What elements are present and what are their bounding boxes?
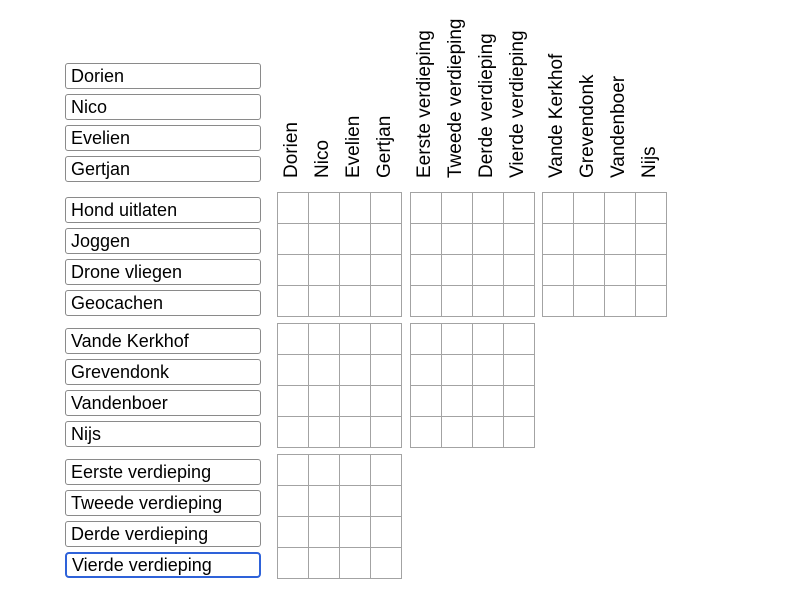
- grid-cell[interactable]: [442, 255, 472, 285]
- column-header: Eerste verdieping: [414, 30, 435, 178]
- grid-cell[interactable]: [473, 324, 503, 354]
- grid-cell[interactable]: [473, 224, 503, 254]
- grid-block-activities-floors: [410, 192, 535, 317]
- column-header: Gertjan: [374, 115, 395, 178]
- grid-cell[interactable]: [504, 224, 534, 254]
- grid-cell[interactable]: [309, 324, 339, 354]
- grid-cell[interactable]: [605, 224, 635, 254]
- grid-cell[interactable]: [411, 255, 441, 285]
- grid-cell[interactable]: [309, 386, 339, 416]
- category-item-input[interactable]: [65, 521, 261, 547]
- grid-cell[interactable]: [504, 355, 534, 385]
- grid-cell[interactable]: [309, 355, 339, 385]
- category-item-input-focused[interactable]: [65, 552, 261, 578]
- grid-cell[interactable]: [605, 286, 635, 316]
- grid-cell[interactable]: [278, 193, 308, 223]
- grid-cell[interactable]: [574, 193, 604, 223]
- category-item-input[interactable]: [65, 63, 261, 89]
- grid-cell[interactable]: [278, 455, 308, 485]
- grid-cell[interactable]: [278, 417, 308, 447]
- grid-cell[interactable]: [504, 255, 534, 285]
- grid-cell[interactable]: [309, 548, 339, 578]
- column-header: Evelien: [343, 115, 364, 178]
- grid-cell[interactable]: [411, 355, 441, 385]
- grid-cell[interactable]: [340, 386, 370, 416]
- grid-cell[interactable]: [340, 224, 370, 254]
- grid-cell[interactable]: [278, 286, 308, 316]
- column-header: Grevendonk: [577, 74, 598, 178]
- grid-cell[interactable]: [371, 355, 401, 385]
- grid-cell[interactable]: [371, 286, 401, 316]
- grid-cell[interactable]: [340, 455, 370, 485]
- grid-cell[interactable]: [278, 324, 308, 354]
- category-item-input[interactable]: [65, 125, 261, 151]
- column-header: Vande Kerkhof: [546, 53, 567, 178]
- grid-cell[interactable]: [442, 224, 472, 254]
- grid-cell[interactable]: [636, 286, 666, 316]
- grid-cell[interactable]: [504, 386, 534, 416]
- grid-cell[interactable]: [340, 517, 370, 547]
- grid-cell[interactable]: [371, 517, 401, 547]
- column-header: Nijs: [639, 146, 660, 178]
- grid-block-floors-names: [277, 454, 402, 579]
- grid-cell[interactable]: [636, 193, 666, 223]
- grid-cell[interactable]: [411, 417, 441, 447]
- grid-cell[interactable]: [442, 193, 472, 223]
- grid-cell[interactable]: [309, 455, 339, 485]
- grid-cell[interactable]: [411, 224, 441, 254]
- grid-cell[interactable]: [340, 255, 370, 285]
- grid-cell[interactable]: [543, 224, 573, 254]
- category-item-input[interactable]: [65, 421, 261, 447]
- grid-cell[interactable]: [636, 224, 666, 254]
- grid-cell[interactable]: [574, 286, 604, 316]
- grid-cell[interactable]: [473, 417, 503, 447]
- grid-cell[interactable]: [473, 255, 503, 285]
- grid-cell[interactable]: [371, 386, 401, 416]
- grid-cell[interactable]: [371, 193, 401, 223]
- grid-cell[interactable]: [340, 355, 370, 385]
- grid-block-activities-surnames: [542, 192, 667, 317]
- grid-cell[interactable]: [278, 548, 308, 578]
- grid-cell[interactable]: [504, 324, 534, 354]
- column-header: Vierde verdieping: [507, 30, 528, 178]
- grid-cell[interactable]: [473, 386, 503, 416]
- grid-cell[interactable]: [543, 286, 573, 316]
- grid-cell[interactable]: [340, 548, 370, 578]
- grid-cell[interactable]: [371, 455, 401, 485]
- grid-cell[interactable]: [636, 255, 666, 285]
- grid-cell[interactable]: [442, 417, 472, 447]
- grid-cell[interactable]: [340, 324, 370, 354]
- grid-cell[interactable]: [473, 286, 503, 316]
- grid-cell[interactable]: [309, 417, 339, 447]
- grid-cell[interactable]: [340, 417, 370, 447]
- grid-cell[interactable]: [543, 255, 573, 285]
- column-header: Dorien: [281, 122, 302, 178]
- grid-cell[interactable]: [473, 193, 503, 223]
- grid-cell[interactable]: [543, 193, 573, 223]
- category-item-input[interactable]: [65, 328, 261, 354]
- grid-block-surnames-floors: [410, 323, 535, 448]
- grid-cell[interactable]: [278, 486, 308, 516]
- grid-cell[interactable]: [371, 224, 401, 254]
- grid-cell[interactable]: [442, 386, 472, 416]
- grid-cell[interactable]: [278, 386, 308, 416]
- category-item-input[interactable]: [65, 94, 261, 120]
- grid-cell[interactable]: [605, 255, 635, 285]
- grid-cell[interactable]: [504, 417, 534, 447]
- grid-cell[interactable]: [340, 286, 370, 316]
- category-item-input[interactable]: [65, 259, 261, 285]
- grid-cell[interactable]: [309, 286, 339, 316]
- grid-cell[interactable]: [574, 255, 604, 285]
- grid-cell[interactable]: [442, 355, 472, 385]
- grid-cell[interactable]: [504, 193, 534, 223]
- grid-cell[interactable]: [574, 224, 604, 254]
- grid-cell[interactable]: [309, 517, 339, 547]
- grid-cell[interactable]: [309, 486, 339, 516]
- grid-cell[interactable]: [278, 355, 308, 385]
- grid-cell[interactable]: [411, 193, 441, 223]
- category-item-input[interactable]: [65, 490, 261, 516]
- grid-block-surnames-names: [277, 323, 402, 448]
- grid-cell[interactable]: [371, 255, 401, 285]
- grid-cell[interactable]: [473, 355, 503, 385]
- column-header: Tweede verdieping: [445, 18, 466, 178]
- category-item-input[interactable]: [65, 228, 261, 254]
- grid-cell[interactable]: [278, 517, 308, 547]
- grid-cell[interactable]: [411, 386, 441, 416]
- grid-cell[interactable]: [371, 417, 401, 447]
- category-item-input[interactable]: [65, 390, 261, 416]
- grid-cell[interactable]: [309, 193, 339, 223]
- grid-cell[interactable]: [278, 255, 308, 285]
- grid-cell[interactable]: [309, 224, 339, 254]
- grid-block-activities-names: [277, 192, 402, 317]
- category-item-input[interactable]: [65, 156, 261, 182]
- category-item-input[interactable]: [65, 359, 261, 385]
- grid-cell[interactable]: [340, 486, 370, 516]
- grid-cell[interactable]: [340, 193, 370, 223]
- category-item-input[interactable]: [65, 459, 261, 485]
- grid-cell[interactable]: [278, 224, 308, 254]
- grid-cell[interactable]: [411, 286, 441, 316]
- column-header: Derde verdieping: [476, 33, 497, 178]
- grid-cell[interactable]: [504, 286, 534, 316]
- category-item-input[interactable]: [65, 290, 261, 316]
- grid-cell[interactable]: [371, 324, 401, 354]
- grid-cell[interactable]: [371, 486, 401, 516]
- grid-cell[interactable]: [442, 324, 472, 354]
- grid-cell[interactable]: [411, 324, 441, 354]
- grid-cell[interactable]: [442, 286, 472, 316]
- grid-cell[interactable]: [371, 548, 401, 578]
- column-header: Nico: [312, 139, 333, 178]
- column-header: Vandenboer: [608, 75, 629, 178]
- grid-cell[interactable]: [605, 193, 635, 223]
- category-item-input[interactable]: [65, 197, 261, 223]
- grid-cell[interactable]: [309, 255, 339, 285]
